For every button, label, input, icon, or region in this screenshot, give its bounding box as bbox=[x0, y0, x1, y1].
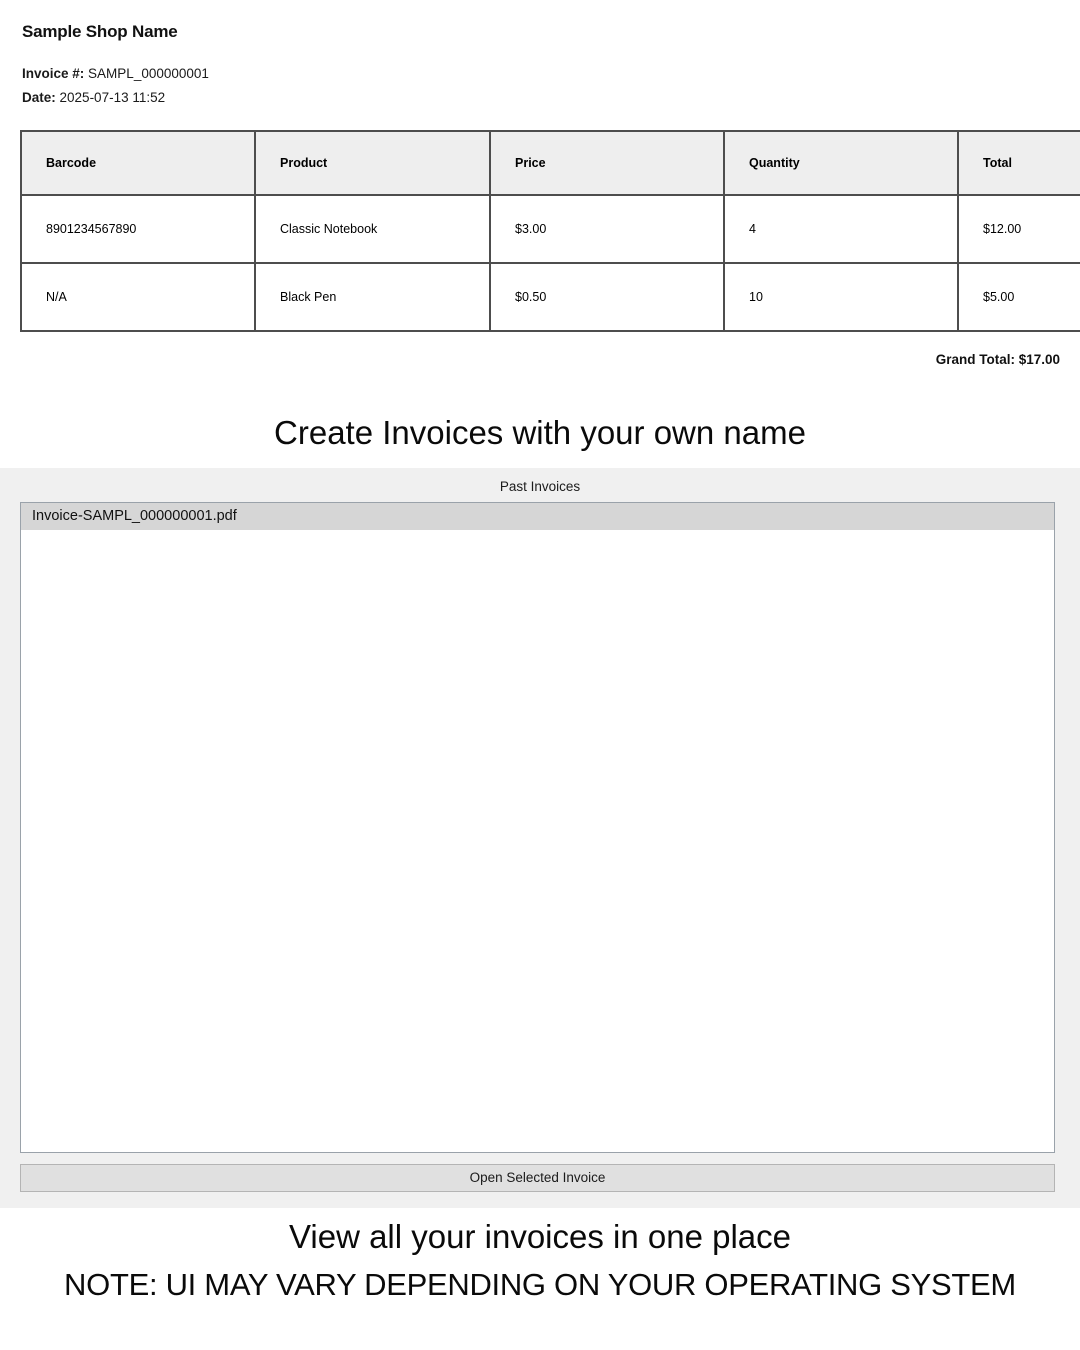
cell-price: $3.00 bbox=[490, 195, 724, 263]
shop-name: Sample Shop Name bbox=[22, 22, 178, 41]
past-invoices-panel bbox=[0, 467, 1080, 1208]
note-ui-may-vary: NOTE: UI MAY VARY DEPENDING ON YOUR OPERATING SYSTEM bbox=[64, 1266, 1016, 1302]
cell-product: Black Pen bbox=[255, 263, 490, 331]
list-item[interactable]: Invoice-SAMPL_000000001.pdf bbox=[21, 503, 1054, 530]
cell-price: $0.50 bbox=[490, 263, 724, 331]
column-header-product: Product bbox=[255, 131, 490, 195]
invoice-number-label: Invoice #: bbox=[22, 66, 85, 81]
invoice-number-value: SAMPL_000000001 bbox=[88, 66, 209, 81]
cell-quantity: 10 bbox=[724, 263, 958, 331]
column-header-total: Total bbox=[958, 131, 1080, 195]
invoice-date-line bbox=[22, 88, 1060, 108]
table-header-row bbox=[21, 131, 1080, 195]
cell-barcode: N/A bbox=[21, 263, 255, 331]
column-header-barcode: Barcode bbox=[21, 131, 255, 195]
invoice-line-items-table bbox=[20, 130, 1080, 332]
cell-quantity: 4 bbox=[724, 195, 958, 263]
past-invoices-title: Past Invoices bbox=[499, 478, 581, 494]
invoice-date-label: Date: bbox=[22, 90, 56, 106]
grand-total: Grand Total: $17.00 bbox=[935, 351, 1060, 367]
column-header-price: Price bbox=[490, 131, 724, 195]
open-selected-invoice-button[interactable]: Open Selected Invoice bbox=[20, 1164, 1055, 1192]
cell-product: Classic Notebook bbox=[255, 195, 490, 263]
past-invoices-list[interactable] bbox=[20, 502, 1055, 1153]
column-header-quantity: Quantity bbox=[724, 131, 958, 195]
table-row bbox=[21, 263, 1080, 331]
caption-create-invoices: Create Invoices with your own name bbox=[274, 413, 806, 451]
invoice-number-line bbox=[22, 64, 1060, 84]
cell-total: $12.00 bbox=[958, 195, 1080, 263]
caption-view-invoices: View all your invoices in one place bbox=[288, 1217, 791, 1255]
cell-barcode: 8901234567890 bbox=[21, 195, 255, 263]
invoice-preview bbox=[0, 0, 1080, 467]
cell-total: $5.00 bbox=[958, 263, 1080, 331]
table-body bbox=[21, 195, 1080, 331]
invoice-date-value: 2025-07-13 11:52 bbox=[59, 90, 166, 106]
table-row bbox=[21, 195, 1080, 263]
table-header bbox=[21, 131, 1080, 195]
